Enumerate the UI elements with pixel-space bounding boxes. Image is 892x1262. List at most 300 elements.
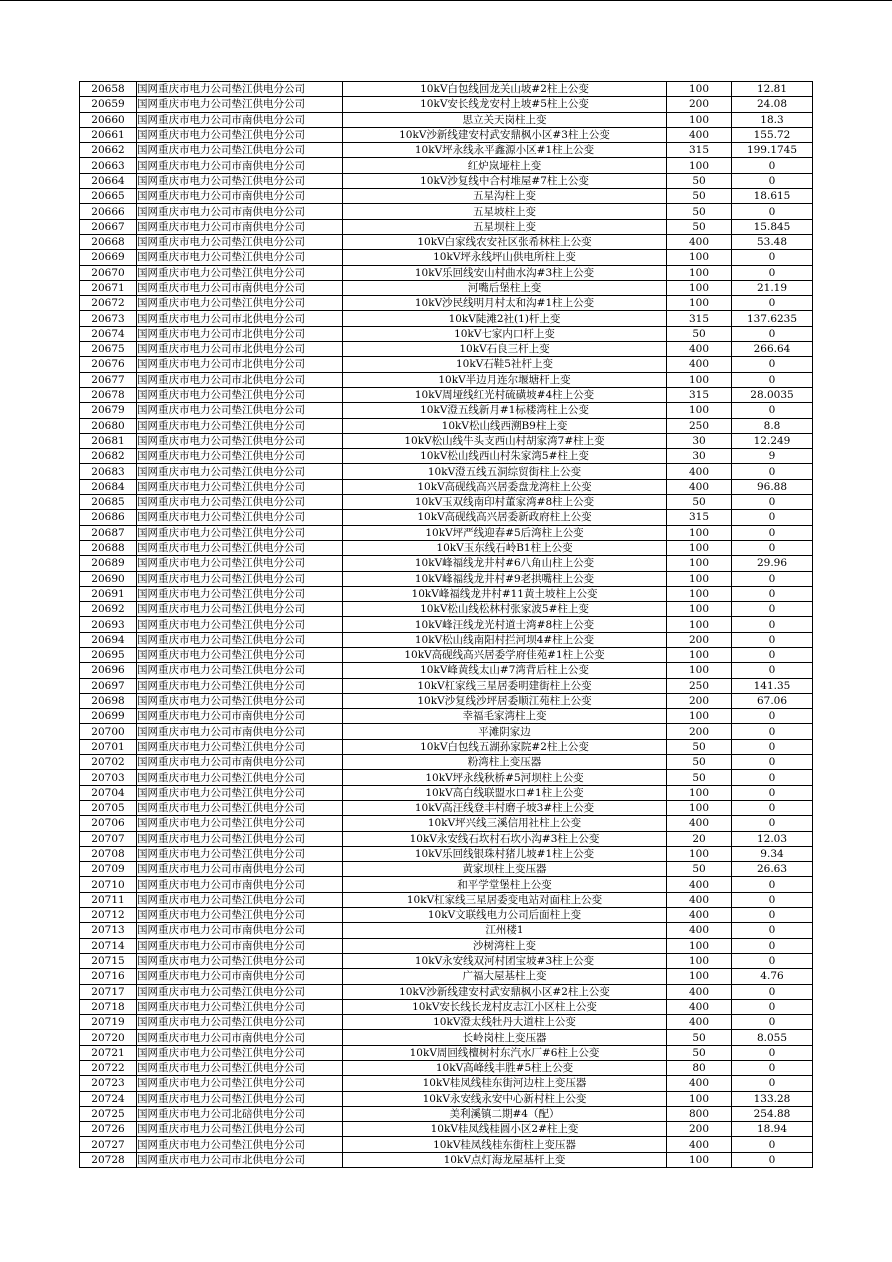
value-cell: 18.94 bbox=[732, 1122, 813, 1137]
transformer-name-cell: 10kV点灯海龙屋基杆上变 bbox=[343, 1152, 667, 1167]
value-cell: 0 bbox=[732, 1045, 813, 1060]
row-id-cell: 20718 bbox=[80, 999, 137, 1014]
value-cell: 67.06 bbox=[732, 693, 813, 708]
transformer-name-cell: 10kV澄五线五洞综贸街柱上公变 bbox=[343, 464, 667, 479]
capacity-cell: 100 bbox=[667, 265, 732, 280]
value-cell: 0 bbox=[732, 586, 813, 601]
row-id-cell: 20699 bbox=[80, 709, 137, 724]
value-cell: 0 bbox=[732, 326, 813, 341]
transformer-name-cell: 10kV澄太线牡丹大道柱上公变 bbox=[343, 1015, 667, 1030]
transformer-name-cell: 10kV陡滩2社(1)杆上变 bbox=[343, 311, 667, 326]
company-cell: 国网重庆市电力公司市南供电分公司 bbox=[137, 219, 343, 234]
capacity-cell: 50 bbox=[667, 862, 732, 877]
capacity-cell: 100 bbox=[667, 969, 732, 984]
company-cell: 国网重庆市电力公司垫江供电分公司 bbox=[137, 1122, 343, 1137]
transformer-name-cell: 10kV坪永线永平鑫源小区#1柱上公变 bbox=[343, 143, 667, 158]
table-row bbox=[80, 816, 813, 831]
table-row bbox=[80, 1137, 813, 1152]
transformer-name-cell: 10kV周回线檀树村东汽水厂#6柱上公变 bbox=[343, 1045, 667, 1060]
table-row bbox=[80, 1091, 813, 1106]
table-row bbox=[80, 923, 813, 938]
capacity-cell: 100 bbox=[667, 785, 732, 800]
value-cell: 0 bbox=[732, 173, 813, 188]
capacity-cell: 100 bbox=[667, 602, 732, 617]
company-cell: 国网重庆市电力公司垫江供电分公司 bbox=[137, 602, 343, 617]
row-id-cell: 20689 bbox=[80, 556, 137, 571]
row-id-cell: 20695 bbox=[80, 647, 137, 662]
company-cell: 国网重庆市电力公司垫江供电分公司 bbox=[137, 953, 343, 968]
table-row bbox=[80, 1122, 813, 1137]
transformer-name-cell: 10kV桂凤线桂东街河边柱上变压器 bbox=[343, 1076, 667, 1091]
company-cell: 国网重庆市电力公司垫江供电分公司 bbox=[137, 908, 343, 923]
row-id-cell: 20712 bbox=[80, 908, 137, 923]
transformer-name-cell: 江州楼1 bbox=[343, 923, 667, 938]
row-id-cell: 20663 bbox=[80, 158, 137, 173]
table-row bbox=[80, 831, 813, 846]
capacity-cell: 80 bbox=[667, 1061, 732, 1076]
company-cell: 国网重庆市电力公司市南供电分公司 bbox=[137, 112, 343, 127]
row-id-cell: 20704 bbox=[80, 785, 137, 800]
capacity-cell: 400 bbox=[667, 877, 732, 892]
row-id-cell: 20664 bbox=[80, 173, 137, 188]
table-row bbox=[80, 770, 813, 785]
row-id-cell: 20727 bbox=[80, 1137, 137, 1152]
table-row bbox=[80, 571, 813, 586]
company-cell: 国网重庆市电力公司垫江供电分公司 bbox=[137, 663, 343, 678]
company-cell: 国网重庆市电力公司垫江供电分公司 bbox=[137, 632, 343, 647]
capacity-cell: 100 bbox=[667, 525, 732, 540]
row-id-cell: 20696 bbox=[80, 663, 137, 678]
capacity-cell: 100 bbox=[667, 800, 732, 815]
value-cell: 0 bbox=[732, 709, 813, 724]
value-cell: 12.81 bbox=[732, 82, 813, 97]
value-cell: 0 bbox=[732, 1061, 813, 1076]
row-id-cell: 20679 bbox=[80, 403, 137, 418]
value-cell: 9 bbox=[732, 449, 813, 464]
capacity-cell: 200 bbox=[667, 724, 732, 739]
value-cell: 0 bbox=[732, 204, 813, 219]
value-cell: 53.48 bbox=[732, 234, 813, 249]
table-row bbox=[80, 97, 813, 112]
top-border-line bbox=[0, 0, 892, 1]
company-cell: 国网重庆市电力公司垫江供电分公司 bbox=[137, 999, 343, 1014]
transformer-name-cell: 10kV文联线电力公司后面柱上变 bbox=[343, 908, 667, 923]
transformer-name-cell: 10kV高白线联盟水口#1柱上公变 bbox=[343, 785, 667, 800]
row-id-cell: 20666 bbox=[80, 204, 137, 219]
company-cell: 国网重庆市电力公司市南供电分公司 bbox=[137, 969, 343, 984]
value-cell: 0 bbox=[732, 632, 813, 647]
capacity-cell: 30 bbox=[667, 433, 732, 448]
transformer-name-cell: 幸福毛家湾柱上变 bbox=[343, 709, 667, 724]
value-cell: 0 bbox=[732, 908, 813, 923]
transformer-name-cell: 10kV沙新线建安村武安鼎枫小区#3柱上公变 bbox=[343, 127, 667, 142]
transformer-name-cell: 10kV周垭线红光村硫磺坡#4柱上公变 bbox=[343, 387, 667, 402]
company-cell: 国网重庆市电力公司垫江供电分公司 bbox=[137, 984, 343, 999]
capacity-cell: 100 bbox=[667, 82, 732, 97]
row-id-cell: 20714 bbox=[80, 938, 137, 953]
transformer-name-cell: 粉湾柱上变压器 bbox=[343, 755, 667, 770]
capacity-cell: 100 bbox=[667, 647, 732, 662]
value-cell: 0 bbox=[732, 540, 813, 555]
value-cell: 0 bbox=[732, 250, 813, 265]
transformer-name-cell: 10kV永安线永安中心新村柱上公变 bbox=[343, 1091, 667, 1106]
capacity-cell: 400 bbox=[667, 234, 732, 249]
row-id-cell: 20677 bbox=[80, 372, 137, 387]
table-row bbox=[80, 953, 813, 968]
company-cell: 国网重庆市电力公司垫江供电分公司 bbox=[137, 403, 343, 418]
company-cell: 国网重庆市电力公司垫江供电分公司 bbox=[137, 647, 343, 662]
table-row bbox=[80, 693, 813, 708]
capacity-cell: 100 bbox=[667, 586, 732, 601]
table-row bbox=[80, 280, 813, 295]
value-cell: 0 bbox=[732, 403, 813, 418]
transformer-name-cell: 10kV白家线农安社区张希林柱上公变 bbox=[343, 234, 667, 249]
transformer-name-cell: 10kV乐回线银珠村猪儿坡#1柱上公变 bbox=[343, 846, 667, 861]
company-cell: 国网重庆市电力公司市北供电分公司 bbox=[137, 1152, 343, 1167]
capacity-cell: 100 bbox=[667, 938, 732, 953]
table-row bbox=[80, 617, 813, 632]
row-id-cell: 20665 bbox=[80, 189, 137, 204]
company-cell: 国网重庆市电力公司垫江供电分公司 bbox=[137, 892, 343, 907]
value-cell: 0 bbox=[732, 877, 813, 892]
row-id-cell: 20717 bbox=[80, 984, 137, 999]
row-id-cell: 20682 bbox=[80, 449, 137, 464]
value-cell: 96.88 bbox=[732, 479, 813, 494]
transformer-name-cell: 10kV高汪线登丰村磨子坡3#柱上公变 bbox=[343, 800, 667, 815]
value-cell: 0 bbox=[732, 724, 813, 739]
table-row bbox=[80, 1045, 813, 1060]
row-id-cell: 20678 bbox=[80, 387, 137, 402]
company-cell: 国网重庆市电力公司市北供电分公司 bbox=[137, 342, 343, 357]
transformer-name-cell: 思立关天岗柱上变 bbox=[343, 112, 667, 127]
row-id-cell: 20710 bbox=[80, 877, 137, 892]
table-row bbox=[80, 846, 813, 861]
company-cell: 国网重庆市电力公司市北供电分公司 bbox=[137, 357, 343, 372]
company-cell: 国网重庆市电力公司市南供电分公司 bbox=[137, 280, 343, 295]
row-id-cell: 20708 bbox=[80, 846, 137, 861]
value-cell: 0 bbox=[732, 296, 813, 311]
capacity-cell: 315 bbox=[667, 311, 732, 326]
transformer-name-cell: 10kV杠家线三星居委变电站对面柱上公变 bbox=[343, 892, 667, 907]
capacity-cell: 100 bbox=[667, 158, 732, 173]
company-cell: 国网重庆市电力公司垫江供电分公司 bbox=[137, 82, 343, 97]
capacity-cell: 400 bbox=[667, 127, 732, 142]
table-row bbox=[80, 724, 813, 739]
value-cell: 0 bbox=[732, 495, 813, 510]
table-body bbox=[80, 82, 813, 1168]
company-cell: 国网重庆市电力公司市南供电分公司 bbox=[137, 1030, 343, 1045]
capacity-cell: 100 bbox=[667, 663, 732, 678]
capacity-cell: 800 bbox=[667, 1106, 732, 1121]
company-cell: 国网重庆市电力公司市北供电分公司 bbox=[137, 372, 343, 387]
value-cell: 0 bbox=[732, 663, 813, 678]
company-cell: 国网重庆市电力公司北碚供电分公司 bbox=[137, 1106, 343, 1121]
company-cell: 国网重庆市电力公司垫江供电分公司 bbox=[137, 387, 343, 402]
capacity-cell: 400 bbox=[667, 357, 732, 372]
row-id-cell: 20711 bbox=[80, 892, 137, 907]
value-cell: 0 bbox=[732, 755, 813, 770]
row-id-cell: 20691 bbox=[80, 586, 137, 601]
company-cell: 国网重庆市电力公司垫江供电分公司 bbox=[137, 1045, 343, 1060]
company-cell: 国网重庆市电力公司垫江供电分公司 bbox=[137, 586, 343, 601]
value-cell: 26.63 bbox=[732, 862, 813, 877]
transformer-name-cell: 河嘴后堡柱上变 bbox=[343, 280, 667, 295]
table-row bbox=[80, 250, 813, 265]
table-row bbox=[80, 464, 813, 479]
transformer-name-cell: 10kV安长线长龙村皮志江小区柱上公变 bbox=[343, 999, 667, 1014]
transformer-name-cell: 10kV高峰线丰胜#5柱上公变 bbox=[343, 1061, 667, 1076]
transformer-name-cell: 10kV松山线松林村张家波5#柱上变 bbox=[343, 602, 667, 617]
capacity-cell: 20 bbox=[667, 831, 732, 846]
row-id-cell: 20672 bbox=[80, 296, 137, 311]
table-row bbox=[80, 296, 813, 311]
table-row bbox=[80, 1061, 813, 1076]
table-row bbox=[80, 877, 813, 892]
table-row bbox=[80, 357, 813, 372]
capacity-cell: 400 bbox=[667, 923, 732, 938]
value-cell: 0 bbox=[732, 647, 813, 662]
capacity-cell: 250 bbox=[667, 678, 732, 693]
value-cell: 0 bbox=[732, 800, 813, 815]
value-cell: 0 bbox=[732, 984, 813, 999]
value-cell: 133.28 bbox=[732, 1091, 813, 1106]
row-id-cell: 20661 bbox=[80, 127, 137, 142]
value-cell: 0 bbox=[732, 617, 813, 632]
capacity-cell: 400 bbox=[667, 908, 732, 923]
table-row bbox=[80, 387, 813, 402]
transformer-name-cell: 10kV白包线回龙关山坡#2柱上公变 bbox=[343, 82, 667, 97]
transformer-name-cell: 10kV峰黄线太山#7湾背后柱上公变 bbox=[343, 663, 667, 678]
company-cell: 国网重庆市电力公司垫江供电分公司 bbox=[137, 127, 343, 142]
company-cell: 国网重庆市电力公司垫江供电分公司 bbox=[137, 173, 343, 188]
value-cell: 0 bbox=[732, 816, 813, 831]
table-row bbox=[80, 999, 813, 1014]
company-cell: 国网重庆市电力公司垫江供电分公司 bbox=[137, 556, 343, 571]
capacity-cell: 400 bbox=[667, 1137, 732, 1152]
company-cell: 国网重庆市电力公司垫江供电分公司 bbox=[137, 495, 343, 510]
row-id-cell: 20702 bbox=[80, 755, 137, 770]
value-cell: 0 bbox=[732, 357, 813, 372]
value-cell: 141.35 bbox=[732, 678, 813, 693]
capacity-cell: 400 bbox=[667, 342, 732, 357]
value-cell: 0 bbox=[732, 158, 813, 173]
company-cell: 国网重庆市电力公司垫江供电分公司 bbox=[137, 571, 343, 586]
row-id-cell: 20693 bbox=[80, 617, 137, 632]
value-cell: 0 bbox=[732, 464, 813, 479]
transformer-name-cell: 10kV峰福线龙井村#6八角山柱上公变 bbox=[343, 556, 667, 571]
capacity-cell: 100 bbox=[667, 953, 732, 968]
row-id-cell: 20706 bbox=[80, 816, 137, 831]
company-cell: 国网重庆市电力公司市南供电分公司 bbox=[137, 724, 343, 739]
company-cell: 国网重庆市电力公司垫江供电分公司 bbox=[137, 296, 343, 311]
transformer-name-cell: 10kV高砚线高兴居委新政府柱上公变 bbox=[343, 510, 667, 525]
table-row bbox=[80, 418, 813, 433]
transformer-name-cell: 10kV澄五线新月#1标楼湾柱上公变 bbox=[343, 403, 667, 418]
company-cell: 国网重庆市电力公司垫江供电分公司 bbox=[137, 464, 343, 479]
transformer-name-cell: 美利溪镇二期#4（配） bbox=[343, 1106, 667, 1121]
value-cell: 0 bbox=[732, 1076, 813, 1091]
value-cell: 0 bbox=[732, 571, 813, 586]
row-id-cell: 20681 bbox=[80, 433, 137, 448]
row-id-cell: 20709 bbox=[80, 862, 137, 877]
row-id-cell: 20690 bbox=[80, 571, 137, 586]
value-cell: 0 bbox=[732, 510, 813, 525]
company-cell: 国网重庆市电力公司垫江供电分公司 bbox=[137, 479, 343, 494]
value-cell: 0 bbox=[732, 602, 813, 617]
row-id-cell: 20701 bbox=[80, 739, 137, 754]
value-cell: 0 bbox=[732, 1015, 813, 1030]
transformer-name-cell: 10kV沙复线中合村堆屋#7柱上公变 bbox=[343, 173, 667, 188]
table-row bbox=[80, 755, 813, 770]
value-cell: 137.6235 bbox=[732, 311, 813, 326]
table-row bbox=[80, 1106, 813, 1121]
capacity-cell: 50 bbox=[667, 219, 732, 234]
capacity-cell: 100 bbox=[667, 250, 732, 265]
table-row bbox=[80, 127, 813, 142]
company-cell: 国网重庆市电力公司垫江供电分公司 bbox=[137, 846, 343, 861]
capacity-cell: 100 bbox=[667, 372, 732, 387]
row-id-cell: 20698 bbox=[80, 693, 137, 708]
row-id-cell: 20722 bbox=[80, 1061, 137, 1076]
table-row bbox=[80, 938, 813, 953]
company-cell: 国网重庆市电力公司垫江供电分公司 bbox=[137, 800, 343, 815]
table-row bbox=[80, 372, 813, 387]
value-cell: 21.19 bbox=[732, 280, 813, 295]
capacity-cell: 100 bbox=[667, 540, 732, 555]
table-row bbox=[80, 219, 813, 234]
transformer-name-cell: 10kV永安线双河村团宝坡#3柱上公变 bbox=[343, 953, 667, 968]
capacity-cell: 400 bbox=[667, 479, 732, 494]
table-row bbox=[80, 586, 813, 601]
row-id-cell: 20687 bbox=[80, 525, 137, 540]
transformer-name-cell: 10kV石良三杆上变 bbox=[343, 342, 667, 357]
row-id-cell: 20683 bbox=[80, 464, 137, 479]
capacity-cell: 50 bbox=[667, 1045, 732, 1060]
row-id-cell: 20673 bbox=[80, 311, 137, 326]
capacity-cell: 100 bbox=[667, 556, 732, 571]
transformer-name-cell: 10kV松山线西溯B9柱上变 bbox=[343, 418, 667, 433]
value-cell: 254.88 bbox=[732, 1106, 813, 1121]
row-id-cell: 20724 bbox=[80, 1091, 137, 1106]
row-id-cell: 20670 bbox=[80, 265, 137, 280]
capacity-cell: 100 bbox=[667, 709, 732, 724]
capacity-cell: 400 bbox=[667, 999, 732, 1014]
row-id-cell: 20688 bbox=[80, 540, 137, 555]
row-id-cell: 20659 bbox=[80, 97, 137, 112]
table-row bbox=[80, 112, 813, 127]
value-cell: 15.845 bbox=[732, 219, 813, 234]
capacity-cell: 100 bbox=[667, 846, 732, 861]
transformer-name-cell: 五星坝柱上变 bbox=[343, 219, 667, 234]
capacity-cell: 30 bbox=[667, 449, 732, 464]
value-cell: 0 bbox=[732, 923, 813, 938]
capacity-cell: 315 bbox=[667, 143, 732, 158]
company-cell: 国网重庆市电力公司垫江供电分公司 bbox=[137, 693, 343, 708]
value-cell: 155.72 bbox=[732, 127, 813, 142]
capacity-cell: 50 bbox=[667, 755, 732, 770]
transformer-name-cell: 10kV松山线西山村朱家湾5#柱上变 bbox=[343, 449, 667, 464]
row-id-cell: 20728 bbox=[80, 1152, 137, 1167]
table-row bbox=[80, 785, 813, 800]
transformer-name-cell: 长岭岗柱上变压器 bbox=[343, 1030, 667, 1045]
capacity-cell: 50 bbox=[667, 770, 732, 785]
value-cell: 0 bbox=[732, 770, 813, 785]
company-cell: 国网重庆市电力公司垫江供电分公司 bbox=[137, 831, 343, 846]
company-cell: 国网重庆市电力公司市南供电分公司 bbox=[137, 755, 343, 770]
table-row bbox=[80, 342, 813, 357]
value-cell: 9.34 bbox=[732, 846, 813, 861]
capacity-cell: 315 bbox=[667, 510, 732, 525]
company-cell: 国网重庆市电力公司垫江供电分公司 bbox=[137, 510, 343, 525]
row-id-cell: 20669 bbox=[80, 250, 137, 265]
company-cell: 国网重庆市电力公司垫江供电分公司 bbox=[137, 97, 343, 112]
table-row bbox=[80, 1152, 813, 1167]
value-cell: 8.055 bbox=[732, 1030, 813, 1045]
row-id-cell: 20692 bbox=[80, 602, 137, 617]
transformer-name-cell: 五星沟柱上变 bbox=[343, 189, 667, 204]
row-id-cell: 20660 bbox=[80, 112, 137, 127]
capacity-cell: 50 bbox=[667, 189, 732, 204]
value-cell: 12.03 bbox=[732, 831, 813, 846]
value-cell: 199.1745 bbox=[732, 143, 813, 158]
row-id-cell: 20725 bbox=[80, 1106, 137, 1121]
table-row bbox=[80, 984, 813, 999]
transformer-name-cell: 10kV坪严线迎春#5后湾柱上公变 bbox=[343, 525, 667, 540]
transformer-name-cell: 10kV高砚线高兴居委学府佳苑#1柱上公变 bbox=[343, 647, 667, 662]
company-cell: 国网重庆市电力公司垫江供电分公司 bbox=[137, 617, 343, 632]
row-id-cell: 20668 bbox=[80, 234, 137, 249]
value-cell: 0 bbox=[732, 525, 813, 540]
transformer-name-cell: 10kV玉东线石岭B1柱上公变 bbox=[343, 540, 667, 555]
value-cell: 18.3 bbox=[732, 112, 813, 127]
transformer-name-cell: 10kV沙复线沙坪居委顺江苑柱上公变 bbox=[343, 693, 667, 708]
transformer-name-cell: 10kV七家内口杆上变 bbox=[343, 326, 667, 341]
row-id-cell: 20700 bbox=[80, 724, 137, 739]
row-id-cell: 20726 bbox=[80, 1122, 137, 1137]
capacity-cell: 400 bbox=[667, 464, 732, 479]
company-cell: 国网重庆市电力公司市南供电分公司 bbox=[137, 923, 343, 938]
transformer-name-cell: 10kV沙新线建安村武安鼎枫小区#2柱上公变 bbox=[343, 984, 667, 999]
capacity-cell: 50 bbox=[667, 495, 732, 510]
transformer-name-cell: 10kV桂凤线桂圆小区2#柱上变 bbox=[343, 1122, 667, 1137]
capacity-cell: 100 bbox=[667, 403, 732, 418]
table-row bbox=[80, 632, 813, 647]
row-id-cell: 20703 bbox=[80, 770, 137, 785]
table-row bbox=[80, 908, 813, 923]
row-id-cell: 20686 bbox=[80, 510, 137, 525]
company-cell: 国网重庆市电力公司市北供电分公司 bbox=[137, 311, 343, 326]
company-cell: 国网重庆市电力公司垫江供电分公司 bbox=[137, 265, 343, 280]
table-row bbox=[80, 556, 813, 571]
transformer-name-cell: 10kV峰汪线龙光村道士湾#8柱上公变 bbox=[343, 617, 667, 632]
value-cell: 0 bbox=[732, 999, 813, 1014]
value-cell: 0 bbox=[732, 372, 813, 387]
capacity-cell: 315 bbox=[667, 387, 732, 402]
table-row bbox=[80, 1015, 813, 1030]
company-cell: 国网重庆市电力公司垫江供电分公司 bbox=[137, 449, 343, 464]
company-cell: 国网重庆市电力公司市南供电分公司 bbox=[137, 158, 343, 173]
transformer-name-cell: 平滩阴家边 bbox=[343, 724, 667, 739]
capacity-cell: 200 bbox=[667, 1122, 732, 1137]
transformer-name-cell: 10kV沙民线明月村太和沟#1柱上公变 bbox=[343, 296, 667, 311]
company-cell: 国网重庆市电力公司垫江供电分公司 bbox=[137, 770, 343, 785]
transformer-name-cell: 和平学堂堡柱上公变 bbox=[343, 877, 667, 892]
capacity-cell: 100 bbox=[667, 112, 732, 127]
value-cell: 0 bbox=[732, 1152, 813, 1167]
value-cell: 28.0035 bbox=[732, 387, 813, 402]
row-id-cell: 20719 bbox=[80, 1015, 137, 1030]
table-row bbox=[80, 1076, 813, 1091]
